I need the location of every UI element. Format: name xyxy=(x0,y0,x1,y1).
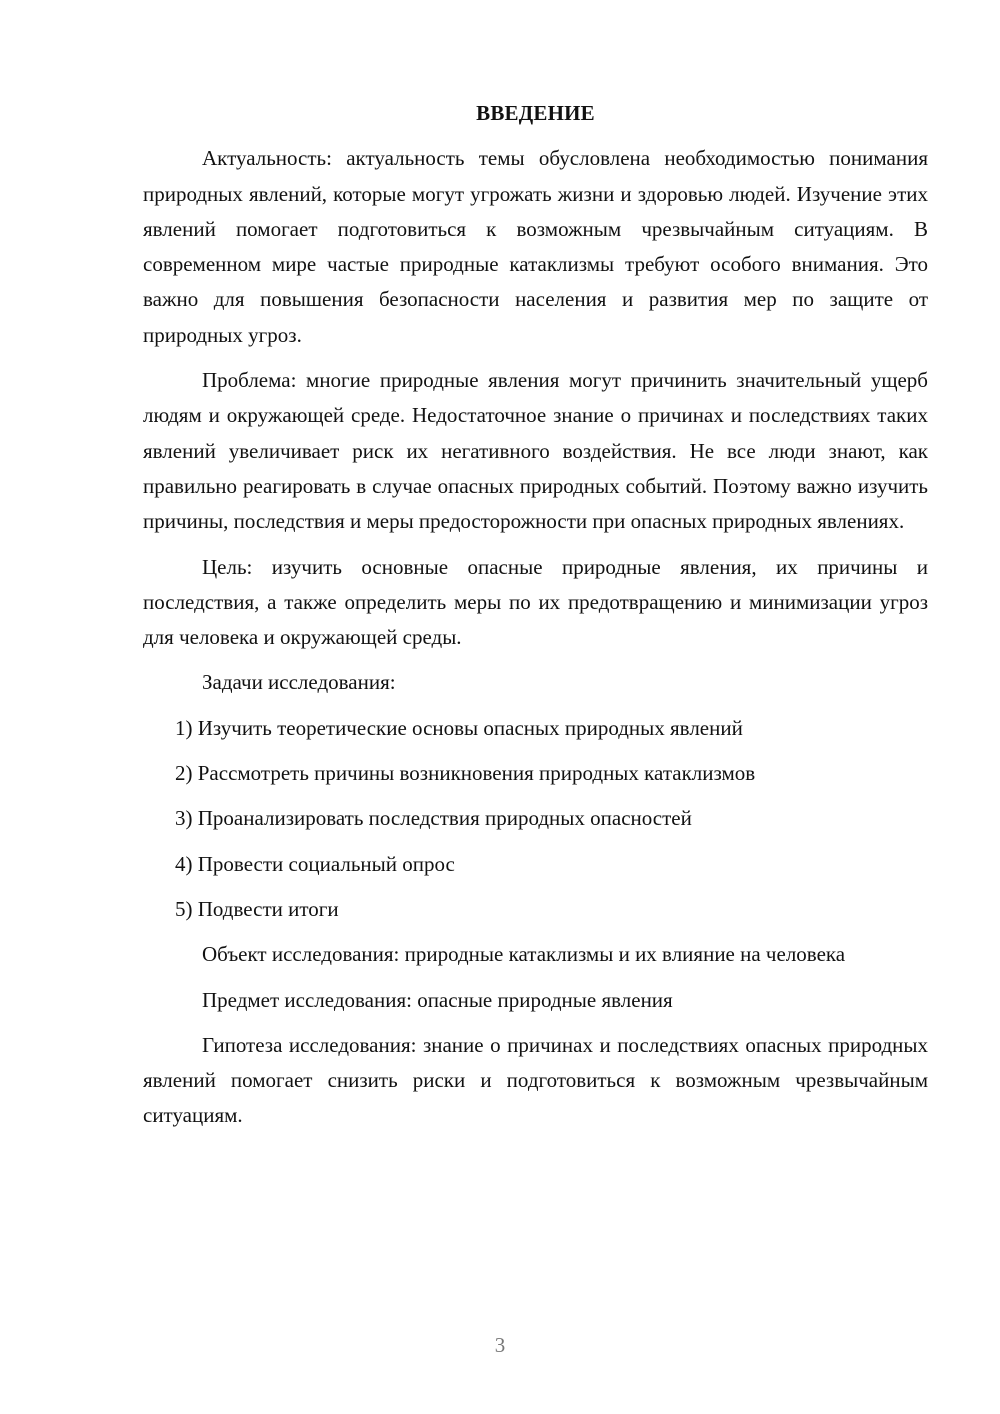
document-content xyxy=(143,96,928,1144)
task-item: 3) Проанализировать последствия природных опасностей xyxy=(175,806,692,831)
tasks-heading: Задачи исследования: xyxy=(202,670,396,695)
task-list xyxy=(143,711,928,927)
paragraph-relevance: Актуальность: актуальность темы обусловлена необходимостью понимания природных явлений, которые могут угрожать жизни и здоровью людей. Изучение этих явлений помогает подготовиться к возможным чрезвычайным ситуациям. В современном мире частые природные катаклизмы требуют особого внимания. Это важно для повышения безопасности населения и развития мер по защите от природных угроз. xyxy=(143,146,928,347)
page-title: ВВЕДЕНИЕ xyxy=(476,101,595,125)
paragraph-problem: Проблема: многие природные явления могут причинить значительный ущерб людям и окружающей среде. Недостаточное знание о причинах и последствиях таких явлений увеличивает риск их негативного воздействия. Не все люди знают, как правильно реагировать в случае опасных природных событий. Поэтому важно изучить причины, последствия и меры предосторожности при опасных природных явлениях. xyxy=(143,368,928,534)
paragraph-object: Объект исследования: природные катаклизмы и их влияние на человека xyxy=(202,942,846,967)
paragraph-goal: Цель: изучить основные опасные природные явления, их причины и последствия, а также определить меры по их предотвращению и минимизации угроз для человека и окружающей среды. xyxy=(143,554,928,650)
task-item: 2) Рассмотреть причины возникновения природных катаклизмов xyxy=(175,761,756,786)
paragraph-subject: Предмет исследования: опасные природные явления xyxy=(202,987,673,1012)
task-item: 1) Изучить теоретические основы опасных природных явлений xyxy=(175,715,743,740)
paragraph-hypothesis: Гипотеза исследования: знание о причинах и последствиях опасных природных явлений помогает снизить риски и подготовиться к возможным чрезвычайным ситуациям. xyxy=(143,1032,928,1128)
page-number: 3 xyxy=(494,1333,506,1357)
task-item: 5) Подвести итоги xyxy=(175,896,339,921)
task-item: 4) Провести социальный опрос xyxy=(175,851,455,876)
